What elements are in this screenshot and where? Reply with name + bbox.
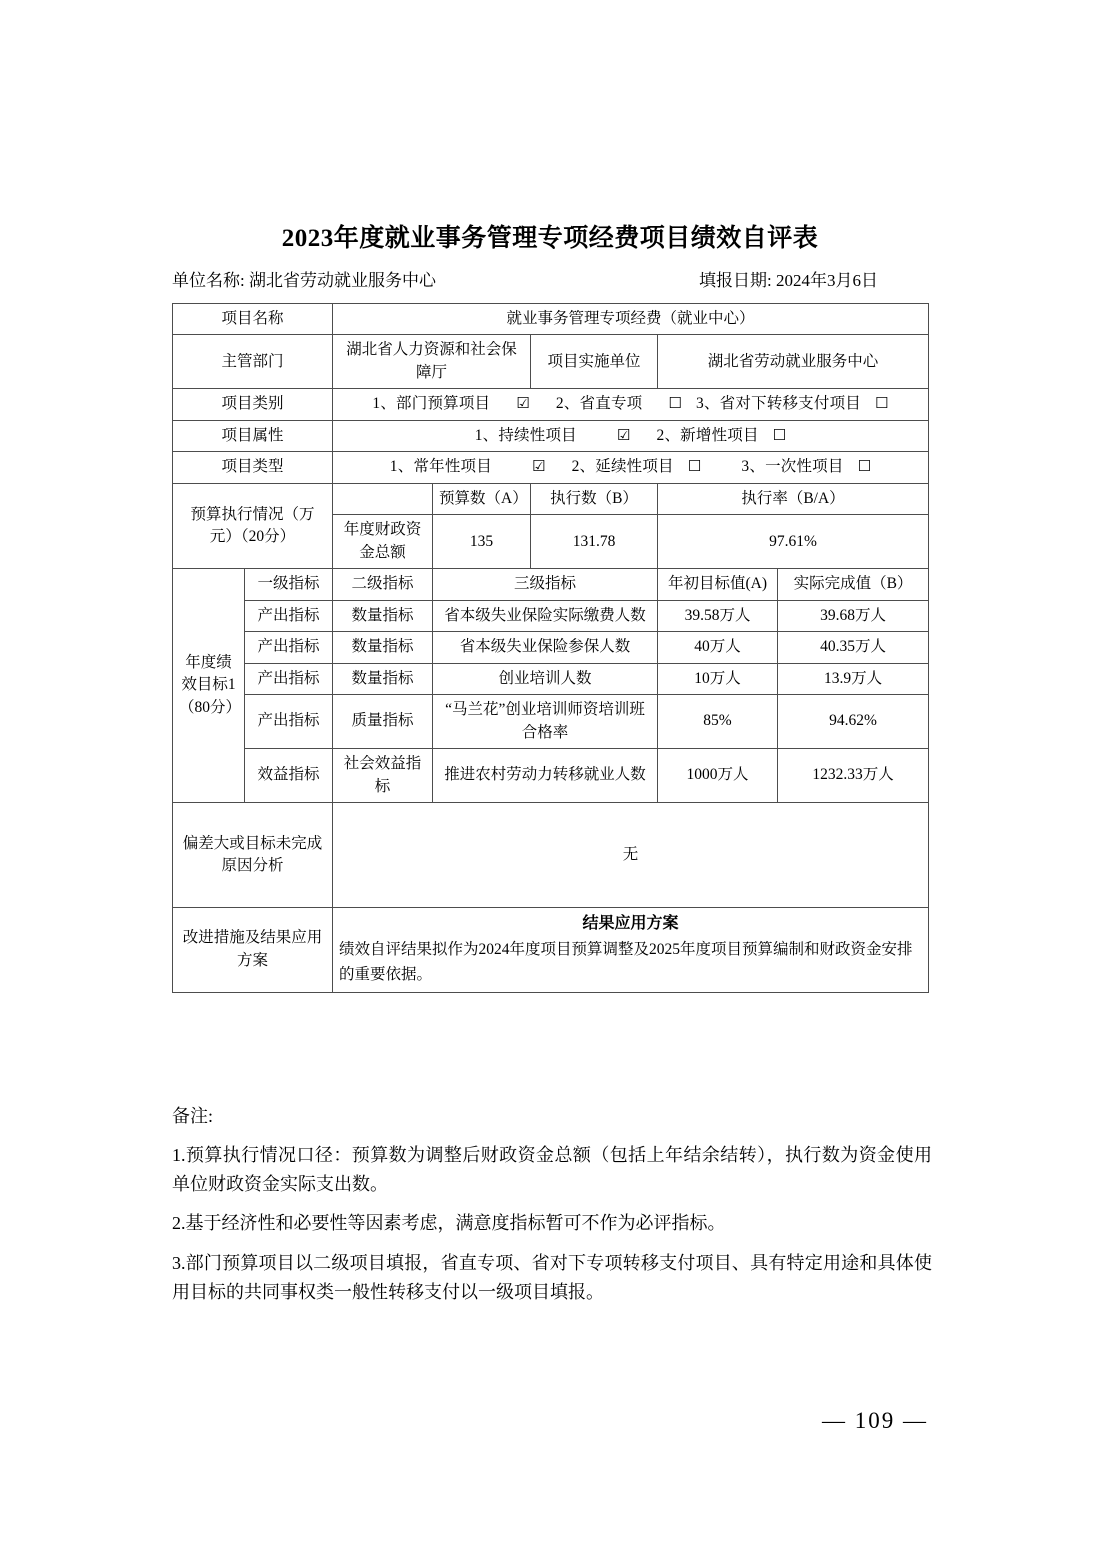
performance-self-evaluation-table bbox=[172, 303, 929, 993]
report-date-label: 填报日期: bbox=[699, 271, 772, 290]
perf-header-level1: 一级指标 bbox=[245, 569, 333, 600]
budget-value-a: 135 bbox=[433, 515, 531, 569]
budget-column-rate-header: 执行率（B/A） bbox=[658, 483, 929, 514]
table-row bbox=[173, 600, 929, 631]
attribute-options bbox=[333, 420, 929, 451]
document-meta bbox=[172, 266, 928, 292]
implementation-unit-value: 湖北省劳动就业服务中心 bbox=[658, 335, 929, 389]
table-row-category bbox=[173, 389, 929, 420]
table-row-department bbox=[173, 335, 929, 389]
perf-level1: 产出指标 bbox=[245, 663, 333, 694]
category-option-2-checkbox[interactable]: ☐ bbox=[668, 394, 683, 413]
type-option-3-checkbox[interactable]: ☐ bbox=[857, 457, 872, 476]
budget-section-label: 预算执行情况（万元）（20分） bbox=[173, 483, 333, 568]
type-option-2-label: 2、延续性项目 bbox=[571, 458, 674, 476]
department-value: 湖北省人力资源和社会保障厅 bbox=[333, 335, 531, 389]
perf-header-level2: 二级指标 bbox=[333, 569, 433, 600]
improvement-plan-body: 绩效自评结果拟作为2024年度项目预算调整及2025年度项目预算编制和财政资金安排的重要依据。 bbox=[339, 941, 913, 983]
perf-actual: 13.9万人 bbox=[778, 663, 929, 694]
budget-row-label: 年度财政资金总额 bbox=[333, 515, 433, 569]
perf-target: 1000万人 bbox=[658, 749, 778, 803]
perf-level3: 省本级失业保险实际缴费人数 bbox=[433, 600, 658, 631]
type-option-3-label: 3、一次性项目 bbox=[741, 458, 844, 476]
improvement-label: 改进措施及结果应用方案 bbox=[173, 907, 333, 992]
performance-section-label: 年度绩效目标1（80分） bbox=[173, 569, 245, 803]
unit-name-label: 单位名称: bbox=[172, 271, 245, 290]
notes-header: 备注: bbox=[172, 1106, 214, 1126]
perf-level3: 推进农村劳动力转移就业人数 bbox=[433, 749, 658, 803]
table-row bbox=[173, 695, 929, 749]
budget-column-a-header: 预算数（A） bbox=[433, 483, 531, 514]
table-row-attribute bbox=[173, 420, 929, 451]
table-row bbox=[173, 663, 929, 694]
perf-actual: 40.35万人 bbox=[778, 632, 929, 663]
budget-corner-cell bbox=[333, 483, 433, 514]
perf-level2: 数量指标 bbox=[333, 600, 433, 631]
category-option-3-label: 3、省对下转移支付项目 bbox=[696, 395, 861, 413]
note-item: 2.基于经济性和必要性等因素考虑，满意度指标暂可不作为必评指标。 bbox=[172, 1213, 726, 1234]
table-row-improvement bbox=[173, 907, 929, 992]
perf-target: 85% bbox=[658, 695, 778, 749]
table-row-type bbox=[173, 452, 929, 483]
type-option-1-checkbox[interactable]: ☑ bbox=[531, 457, 546, 476]
perf-level1: 产出指标 bbox=[245, 632, 333, 663]
category-option-3-checkbox[interactable]: ☐ bbox=[874, 394, 889, 413]
perf-level1: 产出指标 bbox=[245, 600, 333, 631]
perf-level3: 创业培训人数 bbox=[433, 663, 658, 694]
table-row-perf-header bbox=[173, 569, 929, 600]
perf-target: 40万人 bbox=[658, 632, 778, 663]
budget-value-b: 131.78 bbox=[531, 515, 658, 569]
project-name-value: 就业事务管理专项经费（就业中心） bbox=[333, 304, 929, 335]
perf-actual: 94.62% bbox=[778, 695, 929, 749]
table-row bbox=[173, 632, 929, 663]
improvement-value bbox=[333, 907, 929, 992]
perf-target: 39.58万人 bbox=[658, 600, 778, 631]
attribute-option-1-checkbox[interactable]: ☑ bbox=[616, 425, 631, 444]
attribute-option-2-label: 2、新增性项目 bbox=[656, 426, 759, 444]
deviation-label: 偏差大或目标未完成原因分析 bbox=[173, 802, 333, 907]
unit-name-field bbox=[172, 266, 436, 291]
table-row-deviation bbox=[173, 802, 929, 907]
page-number: — 109 — bbox=[822, 1408, 928, 1433]
note-item: 3.部门预算项目以二级项目填报，省直专项、省对下专项转移支付项目、具有特定用途和具体使用目标的共同事权类一般性转移支付以一级项目填报。 bbox=[172, 1252, 932, 1302]
perf-header-level3: 三级指标 bbox=[433, 569, 658, 600]
perf-level2: 质量指标 bbox=[333, 695, 433, 749]
note-item: 1.预算执行情况口径：预算数为调整后财政资金总额（包括上年结余结转），执行数为资金使用单位财政资金实际支出数。 bbox=[172, 1145, 932, 1195]
category-label: 项目类别 bbox=[173, 389, 333, 420]
type-option-1-label: 1、常年性项目 bbox=[389, 458, 492, 476]
project-name-label: 项目名称 bbox=[173, 304, 333, 335]
page-title: 2023年度就业事务管理专项经费项目绩效自评表 bbox=[281, 225, 819, 252]
perf-header-target: 年初目标值(A) bbox=[658, 569, 778, 600]
budget-value-rate: 97.61% bbox=[658, 515, 929, 569]
table-row-project-name bbox=[173, 304, 929, 335]
table-row bbox=[173, 749, 929, 803]
attribute-option-1-label: 1、持续性项目 bbox=[474, 426, 577, 444]
improvement-plan-title: 结果应用方案 bbox=[582, 914, 679, 932]
category-option-1-label: 1、部门预算项目 bbox=[372, 395, 491, 413]
perf-level1: 效益指标 bbox=[245, 749, 333, 803]
perf-level3: “马兰花”创业培训师资培训班合格率 bbox=[433, 695, 658, 749]
attribute-label: 项目属性 bbox=[173, 420, 333, 451]
perf-level3: 省本级失业保险参保人数 bbox=[433, 632, 658, 663]
report-date-field bbox=[699, 266, 878, 291]
deviation-value: 无 bbox=[333, 802, 929, 907]
perf-header-actual: 实际完成值（B） bbox=[778, 569, 929, 600]
category-option-1-checkbox[interactable]: ☑ bbox=[516, 394, 530, 413]
budget-column-b-header: 执行数（B） bbox=[531, 483, 658, 514]
table-row-budget-header bbox=[173, 483, 929, 514]
type-label: 项目类型 bbox=[173, 452, 333, 483]
unit-name-value: 湖北省劳动就业服务中心 bbox=[248, 271, 436, 290]
perf-level2: 数量指标 bbox=[333, 663, 433, 694]
attribute-option-2-checkbox[interactable]: ☐ bbox=[772, 425, 787, 444]
perf-level1: 产出指标 bbox=[245, 695, 333, 749]
perf-actual: 1232.33万人 bbox=[778, 749, 929, 803]
department-label: 主管部门 bbox=[173, 335, 333, 389]
category-options bbox=[333, 389, 929, 420]
type-options bbox=[333, 452, 929, 483]
notes-section bbox=[172, 1102, 932, 1317]
perf-actual: 39.68万人 bbox=[778, 600, 929, 631]
perf-target: 10万人 bbox=[658, 663, 778, 694]
perf-level2: 社会效益指标 bbox=[333, 749, 433, 803]
type-option-2-checkbox[interactable]: ☐ bbox=[687, 457, 702, 476]
perf-level2: 数量指标 bbox=[333, 632, 433, 663]
implementation-unit-label: 项目实施单位 bbox=[531, 335, 658, 389]
category-option-2-label: 2、省直专项 bbox=[555, 395, 643, 413]
report-date-value: 2024年3月6日 bbox=[775, 271, 878, 290]
